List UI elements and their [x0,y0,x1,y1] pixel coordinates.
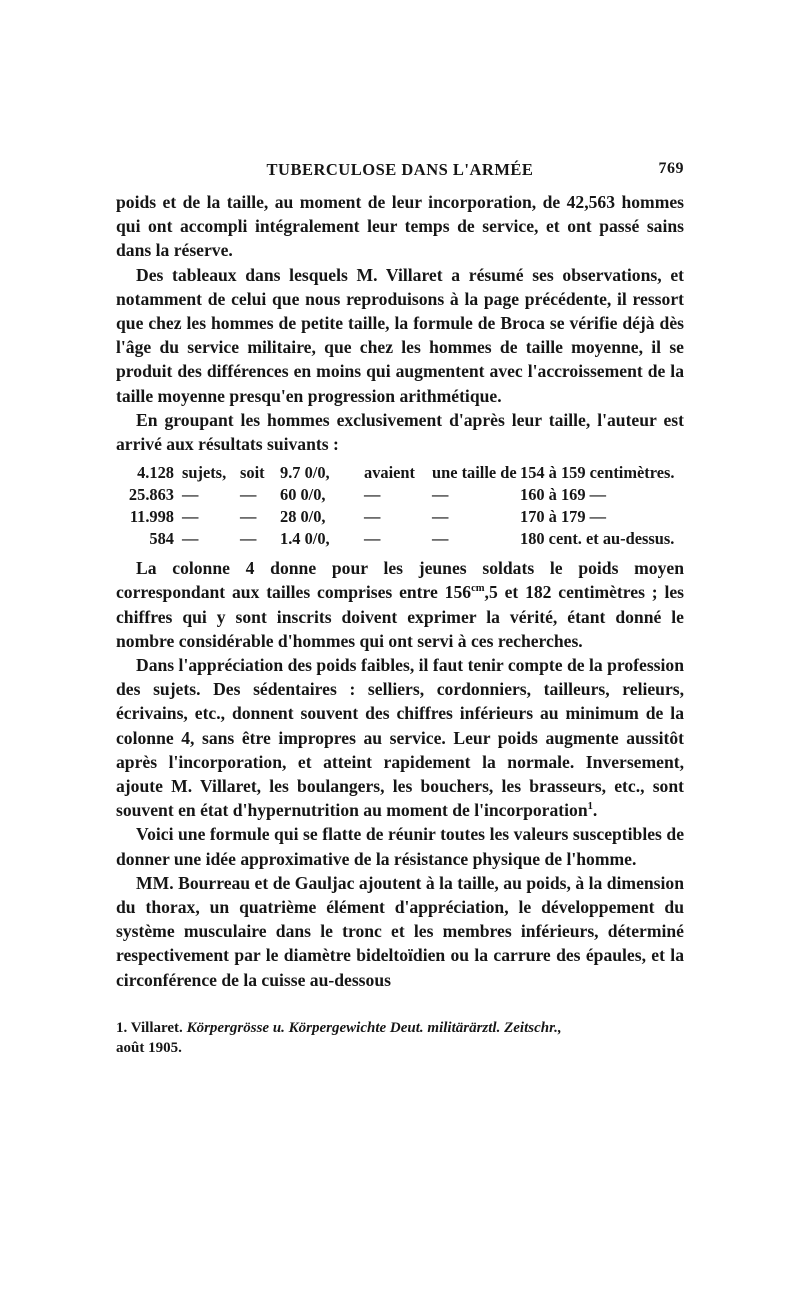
paragraph-5-text-end: . [592,800,598,821]
table-cell: avaient [364,463,415,483]
table-cell: 11.998 [129,507,174,527]
paragraph-1: poids et de la taille, au moment de leur incorporation, de 42,563 hommes qui ont accompli intégralement leur temps de service, et ont passé sains dans la réserve. [116,192,684,261]
table-cell: 60 0/0, [280,485,326,505]
height-results-table [116,462,684,550]
paragraph-3: En groupant les hommes exclusivement d'après leur taille, l'auteur est arrivé aux résultats suivants : [116,409,684,455]
table-cell: — [240,507,257,527]
page [116,160,684,1058]
table-cell: 9.7 0/0, [280,463,330,483]
table-cell: 154 à 159 centimètres. [520,463,675,483]
table-cell: 25.863 [128,485,174,505]
table-cell: soit [240,463,265,483]
body-text [116,190,684,992]
running-title: TUBERCULOSE DANS L'ARMÉE [266,160,534,179]
table-cell: sujets, [182,463,227,483]
table-row [116,528,684,550]
paragraph-5 [116,653,684,822]
table-cell: 180 cent. et au-dessus. [520,529,675,549]
table-row [116,484,684,506]
paragraph-4-text-end: ,5 et 182 centimètres ; les chiffres qui y sont inscrits doivent exprimer la vérité, étant donné le nombre considérable d'hommes qui ont servi à ces recherches. [116,582,684,651]
table-cell: 28 0/0, [280,507,326,527]
footnote-date: août 1905. [116,1039,182,1056]
table-row [116,462,684,484]
table-cell: — [182,529,199,549]
table-cell: — [240,485,257,505]
table-cell: 584 [149,529,174,549]
table-cell: — [432,485,449,505]
table-cell: — [240,529,257,549]
footnote-source: Körpergrösse u. Körpergewichte Deut. militärärztl. Zeitschr., [186,1019,562,1036]
table-cell: 4.128 [137,463,174,483]
table-cell: 170 à 179 — [520,507,607,527]
table-cell: 160 à 169 — [520,485,607,505]
footnote-author: Villaret. [130,1019,183,1036]
footnote-reference[interactable]: 1 [587,801,593,813]
unit-superscript: cm [471,583,485,595]
table-cell: — [432,529,449,549]
table-cell: 1.4 0/0, [280,529,330,549]
paragraph-4 [116,556,684,653]
paragraph-7: MM. Bourreau et de Gauljac ajoutent à la taille, au poids, à la dimension du thorax, un quatrième élément d'appréciation, le développement du système musculaire dans le tronc et les membres inférieurs, déterminé respectivement par le diamètre bideltoïdien ou la carrure des épaules, et la circonférence de la cuisse au-dessous [116,872,684,990]
table-cell: — [182,485,199,505]
running-header [116,160,684,186]
page-number: 769 [658,160,684,177]
footnote [116,1018,684,1058]
paragraph-2: Des tableaux dans lesquels M. Villaret a résumé ses observations, et notamment de celui que nous reproduisons à la page précédente, il ressort que chez les hommes de petite taille, la formule de Broca se vérifie déjà dès l'âge du service militaire, que chez les hommes de taille moyenne, il se produit des différences en moins qui augmentent avec l'accroissement de la taille moyenne presqu'en progression arithmétique. [116,264,684,406]
table-cell: — [364,485,381,505]
table-cell: — [182,507,199,527]
table-row [116,506,684,528]
paragraph-4-text: La colonne 4 donne pour les jeunes soldats le poids moyen correspondant aux tailles comprises entre 156 [116,558,684,603]
table-cell: une taille de [432,463,517,483]
table-cell: — [364,529,381,549]
table-cell: — [432,507,449,527]
paragraph-6: Voici une formule qui se flatte de réunir toutes les valeurs susceptibles de donner une idée approximative de la résistance physique de l'homme. [116,824,684,869]
table-cell: — [364,507,381,527]
footnote-marker: 1. [116,1019,128,1036]
paragraph-5-text: Dans l'appréciation des poids faibles, il faut tenir compte de la profession des sujets. Des sédentaires : selliers, cordonniers, tailleurs, relieurs, écrivains, etc., donnent souvent des chiffres inférieurs au minimum de la colonne 4, sans être impropres au service. Leur poids augmente aussitôt après l'incorporation, et atteint rapidement la normale. Inversement, ajoute M. Villaret, les boulangers, les bouchers, les brasseurs, etc., sont souvent en état d'hypernutrition au moment de l'incorporation [116,655,684,821]
